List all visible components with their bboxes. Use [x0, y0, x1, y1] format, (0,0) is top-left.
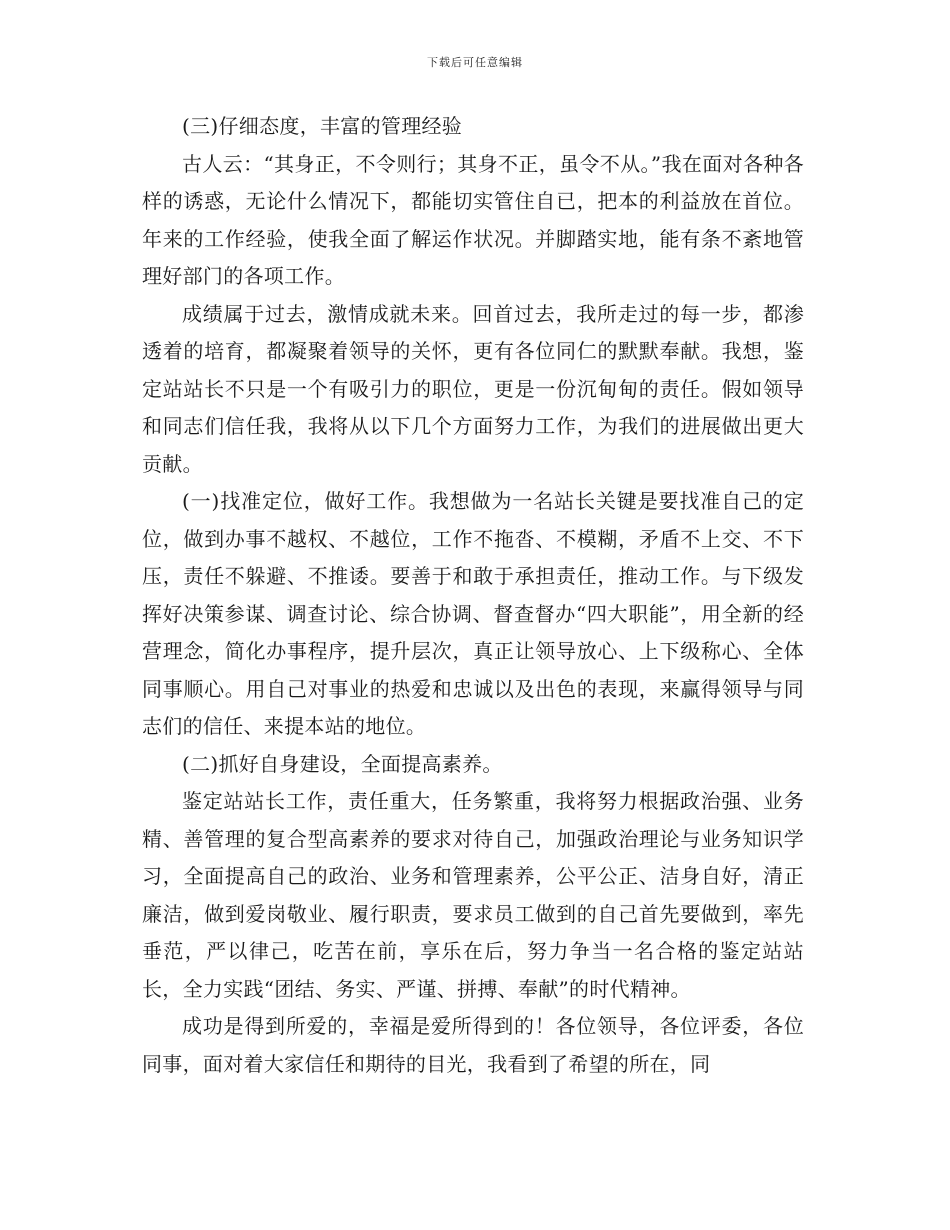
document-body	[142, 108, 804, 1083]
section-heading-2: (二)抓好自身建设，全面提高素养。	[182, 751, 503, 776]
page-header: 下载后可任意编辑	[427, 56, 523, 69]
section-heading-3: (三)仔细态度，丰富的管理经验	[182, 114, 463, 138]
paragraph: (一)找准定位，做好工作。我想做为一名站长关键是要找准自己的定位，做到办事不越权、不越位，工作不拖沓、不模糊，矛盾不上交、不下压，责任不躲避、不推诿。要善于和敢于承担责任，推动工作。与下级发挥好决策参谋、调查讨论、综合协调、督查督办“四大职能”，用全新的经营理念，简化办事程序，提升层次，真正让领导放心、上下级称心、全体同事顺心。用自己对事业的热爱和忠诚以及出色的表现，来赢得领导与同志们的信任、来提本站的地位。	[142, 489, 804, 738]
paragraph: 古人云：“其身正，不令则行；其身不正，虽令不从。”我在面对各种各样的诱惑，无论什么情况下，都能切实管住自已，把本的利益放在首位。年来的工作经验，使我全面了解运作状况。并脚踏实地，能有条不紊地管理好部门的各项工作。	[142, 151, 804, 288]
paragraph: 成绩属于过去，激情成就未来。回首过去，我所走过的每一步，都渗透着的培育，都凝聚着领导的关怀，更有各位同仁的默默奉献。我想，鉴定站站长不只是一个有吸引力的职位，更是一份沉甸甸的责任。假如领导和同志们信任我，我将从以下几个方面努力工作，为我们的进展做出更大贡献。	[142, 301, 804, 476]
paragraph: 成功是得到所爱的，幸福是爱所得到的！各位领导，各位评委，各位同事，面对着大家信任和期待的目光，我看到了希望的所在，同	[142, 1014, 804, 1076]
paragraph: 鉴定站站长工作，责任重大，任务繁重，我将努力根据政治强、业务精、善管理的复合型高素养的要求对待自己，加强政治理论与业务知识学习，全面提高自己的政治、业务和管理素养，公平公正、洁身自好，清正廉洁，做到爱岗敬业、履行职责，要求员工做到的自己首先要做到，率先垂范，严以律己，吃苦在前，享乐在后，努力争当一名合格的鉴定站站长，全力实践“团结、务实、严谨、拼搏、奉献”的时代精神。	[142, 789, 804, 1001]
